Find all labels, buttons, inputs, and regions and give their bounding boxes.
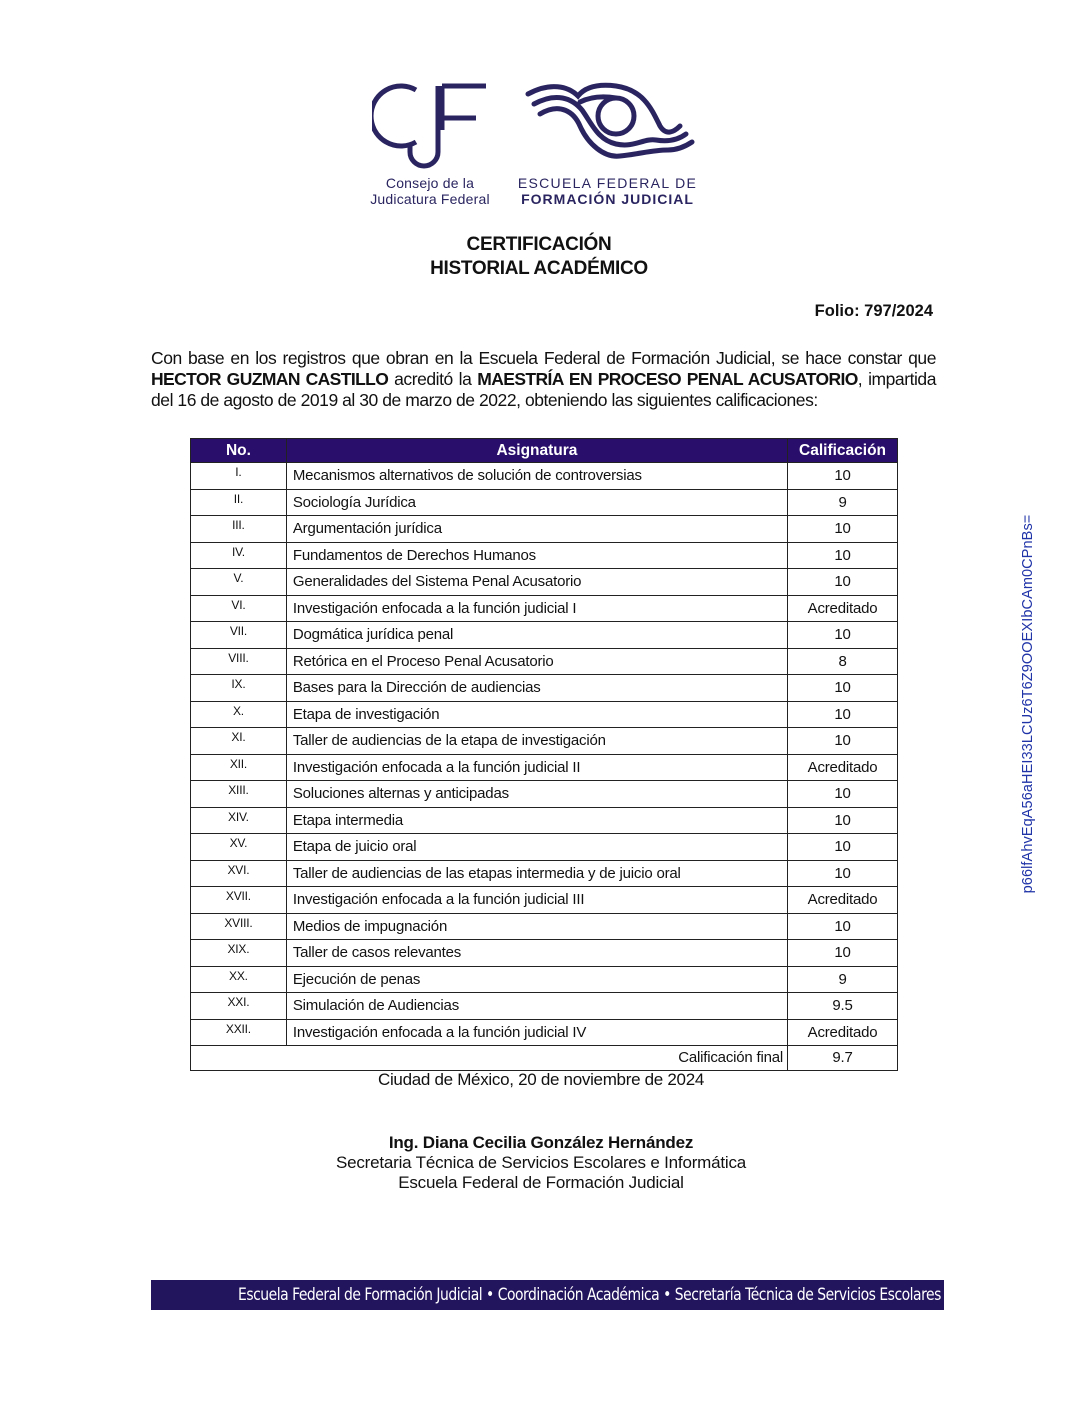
row-subject: Ejecución de penas (286, 966, 787, 993)
row-number: XIII. (191, 781, 287, 808)
row-number: I. (191, 463, 287, 490)
table-row (191, 648, 898, 675)
row-number: V. (191, 569, 287, 596)
row-subject: Etapa intermedia (286, 807, 787, 834)
row-subject: Sociología Jurídica (286, 489, 787, 516)
row-grade: 9 (788, 489, 898, 516)
folio (815, 302, 933, 321)
row-subject: Argumentación jurídica (286, 516, 787, 543)
signatory-role: Secretaria Técnica de Servicios Escolares e Informática (335, 1153, 747, 1172)
row-number: XVII. (191, 887, 287, 914)
table-row (191, 807, 898, 834)
row-subject: Taller de audiencias de las etapas intermedia y de juicio oral (286, 860, 787, 887)
final-grade-label: Calificación final (191, 1046, 788, 1071)
row-number: XV. (191, 834, 287, 861)
row-subject: Generalidades del Sistema Penal Acusatorio (286, 569, 787, 596)
header-no: No. (191, 439, 287, 463)
table-header-row (191, 439, 898, 463)
verification-hash-text: p66lfAhvEqA56aHEI33LCUz6T6Z9OOEXIbCAm0CPnBs= (1020, 514, 1036, 894)
row-grade: 10 (788, 807, 898, 834)
row-number: XVIII. (191, 913, 287, 940)
row-subject: Investigación enfocada a la función judicial II (286, 754, 787, 781)
table-row (191, 728, 898, 755)
row-subject: Etapa de investigación (286, 701, 787, 728)
table-row (191, 516, 898, 543)
row-subject: Simulación de Audiencias (286, 993, 787, 1020)
row-grade: 10 (788, 781, 898, 808)
row-subject: Dogmática jurídica penal (286, 622, 787, 649)
row-number: X. (191, 701, 287, 728)
intro-text-2: acreditó la (388, 369, 478, 389)
row-number: XXI. (191, 993, 287, 1020)
intro-text-1: Con base en los registros que obran en la Escuela Federal de Formación Judicial, se hace constar que (151, 348, 936, 368)
table-row (191, 781, 898, 808)
header-grade: Calificación (788, 439, 898, 463)
row-subject: Investigación enfocada a la función judicial III (286, 887, 787, 914)
cjf-caption-line2: Judicatura Federal (370, 191, 490, 207)
row-number: III. (191, 516, 287, 543)
row-subject: Etapa de juicio oral (286, 834, 787, 861)
document-subtitle: HISTORIAL ACADÉMICO (430, 258, 648, 279)
row-number: XX. (191, 966, 287, 993)
row-number: VI. (191, 595, 287, 622)
cjf-caption-line1: Consejo de la (385, 175, 475, 191)
table-row (191, 489, 898, 516)
row-grade: 10 (788, 675, 898, 702)
table-row (191, 675, 898, 702)
table-row (191, 1019, 898, 1046)
final-grade-value: 9.7 (788, 1046, 898, 1071)
row-grade: 9 (788, 966, 898, 993)
row-subject: Fundamentos de Derechos Humanos (286, 542, 787, 569)
table-row (191, 993, 898, 1020)
table-row (191, 860, 898, 887)
table-row (191, 940, 898, 967)
table-row (191, 701, 898, 728)
row-subject: Investigación enfocada a la función judicial IV (286, 1019, 787, 1046)
signatory-organization: Escuela Federal de Formación Judicial (398, 1173, 684, 1192)
program-name: MAESTRÍA EN PROCESO PENAL ACUSATORIO (477, 369, 858, 389)
table-row (191, 595, 898, 622)
table-row (191, 542, 898, 569)
row-grade: Acreditado (788, 887, 898, 914)
row-grade: 10 (788, 701, 898, 728)
student-name: HECTOR GUZMAN CASTILLO (151, 369, 389, 389)
footer-text: Escuela Federal de Formación Judicial • Coordinación Académica • Secretaría Técnica de Servicios Escolares e Informática (238, 1285, 1031, 1305)
row-number: VIII. (191, 648, 287, 675)
row-subject: Medios de impugnación (286, 913, 787, 940)
row-subject: Investigación enfocada a la función judicial I (286, 595, 787, 622)
row-grade: 8 (788, 648, 898, 675)
table-row (191, 622, 898, 649)
row-number: VII. (191, 622, 287, 649)
table-row (191, 463, 898, 490)
row-subject: Taller de audiencias de la etapa de investigación (286, 728, 787, 755)
row-grade: 10 (788, 463, 898, 490)
table-row (191, 966, 898, 993)
row-subject: Taller de casos relevantes (286, 940, 787, 967)
row-grade: 10 (788, 913, 898, 940)
row-number: XII. (191, 754, 287, 781)
row-grade: 10 (788, 516, 898, 543)
place-date: Ciudad de México, 20 de noviembre de 2024 (377, 1070, 705, 1089)
row-grade: 10 (788, 728, 898, 755)
row-grade: 10 (788, 860, 898, 887)
row-grade: 9.5 (788, 993, 898, 1020)
row-number: XIX. (191, 940, 287, 967)
eff-caption-line2: FORMACIÓN JUDICIAL (521, 191, 694, 207)
signatory-name: Ing. Diana Cecilia González Hernández (388, 1133, 694, 1152)
footer-band (151, 1280, 1031, 1310)
document-title: CERTIFICACIÓN (466, 234, 612, 255)
row-grade: 10 (788, 542, 898, 569)
eff-wave-emblem-icon (520, 80, 695, 165)
table-row (191, 569, 898, 596)
row-number: XXII. (191, 1019, 287, 1046)
verification-hash (1018, 498, 1038, 910)
row-number: IX. (191, 675, 287, 702)
table-row (191, 834, 898, 861)
table-row (191, 913, 898, 940)
row-subject: Retórica en el Proceso Penal Acusatorio (286, 648, 787, 675)
header-subject: Asignatura (286, 439, 787, 463)
folio-value: 797/2024 (864, 302, 933, 320)
row-grade: 10 (788, 940, 898, 967)
row-grade: 10 (788, 622, 898, 649)
row-number: II. (191, 489, 287, 516)
row-grade: Acreditado (788, 1019, 898, 1046)
eff-logo (515, 80, 700, 210)
cjf-monogram-icon (372, 80, 492, 172)
row-number: XI. (191, 728, 287, 755)
final-grade-row (191, 1046, 898, 1071)
row-grade: Acreditado (788, 595, 898, 622)
row-subject: Bases para la Dirección de audiencias (286, 675, 787, 702)
folio-label: Folio: (814, 302, 860, 320)
row-number: XVI. (191, 860, 287, 887)
table-row (191, 754, 898, 781)
row-grade: 10 (788, 834, 898, 861)
row-subject: Mecanismos alternativos de solución de controversias (286, 463, 787, 490)
row-grade: Acreditado (788, 754, 898, 781)
row-grade: 10 (788, 569, 898, 596)
row-subject: Soluciones alternas y anticipadas (286, 781, 787, 808)
intro-paragraph (151, 348, 936, 411)
row-number: XIV. (191, 807, 287, 834)
row-number: IV. (191, 542, 287, 569)
eff-caption-line1: ESCUELA FEDERAL DE (517, 175, 698, 191)
grades-table (190, 438, 898, 1071)
intro-text-3: , impartida del 16 de agosto de 2019 al 30 de marzo de 2022, obteniendo las siguientes calificaciones: (151, 369, 936, 410)
cjf-logo (360, 80, 500, 210)
table-row (191, 887, 898, 914)
